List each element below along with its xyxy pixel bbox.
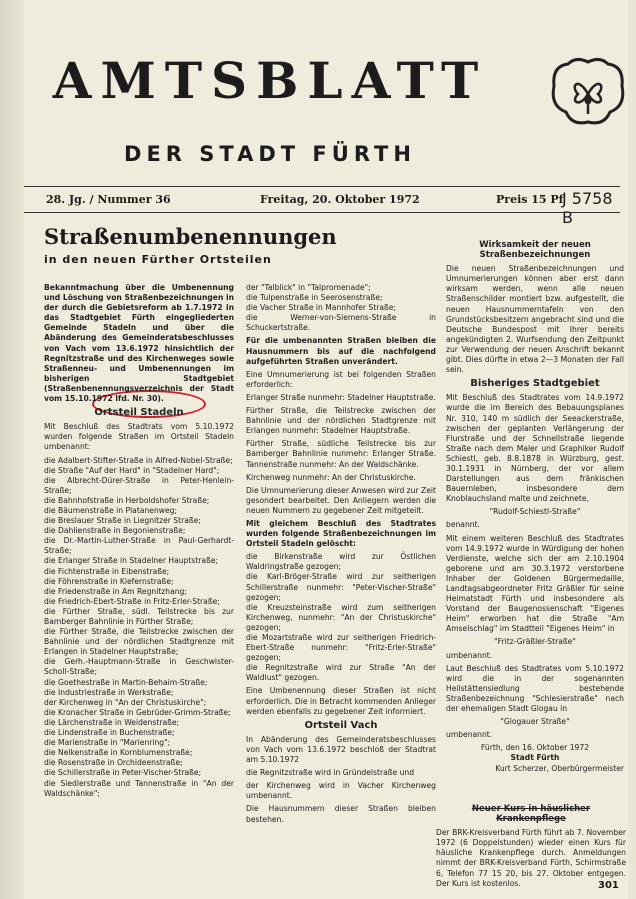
stadeln-list-item: die Lärchenstraße in Weidenstraße; xyxy=(44,717,180,727)
stadeln-list-item: die Marienstraße in "Marienring"; xyxy=(44,738,171,748)
street-name-1: "Rudolf-Schiestl-Straße" xyxy=(489,507,581,517)
right-paragraph-1: Die neuen Straßenbezeichnungen und Umnumerierungen können aber erst dann wirksam werden, wenn alle neuen Straßenschilder montiert bzw. aufgestellt, die neuen Hausnummerntafeln von den Grundstücksbesitzern angebracht sind und die Deutsche Bundespost mit Ihrer bereits angekündigten 2. Wurfsendung den Zeitpunkt zur Verwendung der neuen Anschrift bekannt gibt. Dies dürfte in etwa 2—3 Monaten der Fall sein. xyxy=(446,264,624,375)
col2-paragraph-1: Eine Umnumerierung ist bei folgenden Straßen erforderlich: xyxy=(246,369,436,389)
article-headline: Straßenumbenennungen xyxy=(44,224,337,249)
stadeln-list-item: die Schillerstraße in Peter-Vischer-Straße; xyxy=(44,768,202,778)
issue-price: Preis 15 Pf xyxy=(496,193,564,206)
right-paragraph-7: umbenannt. xyxy=(446,730,493,740)
page-binding xyxy=(0,0,24,899)
stadeln-list-item: die Gerh.-Hauptmann-Straße in Geschwister-Scholl-Straße; xyxy=(44,657,234,677)
col2-list xyxy=(246,283,436,333)
right-heading-1: Wirksamkeit der neuen Straßenbezeichnungen xyxy=(479,240,591,261)
deleted-list-item: die Kreuzsteinstraße wird zum seitherigen Kirchenweg, nunmehr: "An der Christuskirche" gezogen; xyxy=(246,602,436,632)
stadeln-list-item: die Industriestraße in Werkstraße; xyxy=(44,687,174,697)
stadeln-list-item: die Breslauer Straße in Liegnitzer Straße; xyxy=(44,516,201,526)
col2-list-item: der "Talblick" in "Talpromenade"; xyxy=(246,283,371,292)
col2-paragraph-7: Eine Umbenennung dieser Straßen ist nicht erforderlich. Die in Betracht kommenden Anlieger werden ebenfalls zu gegebener Zeit informiert. xyxy=(246,686,436,716)
stadeln-list-item: die Friedrich-Ebert-Straße in Fritz-Erler-Straße; xyxy=(44,596,220,606)
signature-date: Fürth, den 16. Oktober 1972 xyxy=(480,743,590,753)
bottom-rule xyxy=(24,212,620,213)
deleted-list xyxy=(246,552,436,683)
stadeln-list-item: die Adalbert-Stifter-Straße in Alfred-Nobel-Straße; xyxy=(44,455,233,465)
right-paragraph-6: Laut Beschluß des Stadtrates vom 5.10.1972 wird die in der sogenannten Heilstättensiedlung bestehende Straßenbezeichnung "Schlesierstraße" nach der ehemaligen Stadt Glogau in xyxy=(446,663,624,714)
stadeln-list-item: die Rosenstraße in Orchideenstraße; xyxy=(44,758,183,768)
stadeln-list-item: die Nelkenstraße in Kornblumenstraße; xyxy=(44,748,193,758)
stadeln-list-item: die Fichtenstraße in Eibenstraße; xyxy=(44,566,170,576)
article-subheadline: in den neuen Fürther Ortsteilen xyxy=(44,253,272,266)
right-paragraph-5: umbenannt. xyxy=(446,650,493,660)
top-rule xyxy=(24,186,620,187)
deleted-list-item: die Birkenstraße wird zur Östlichen Waldringstraße gezogen; xyxy=(246,552,436,572)
street-name-2: "Fritz-Gräßler-Straße" xyxy=(494,637,576,647)
street-name-3: "Glogauer Straße" xyxy=(500,717,570,727)
col2-list-item: die Vacher Straße in Mannhofer Straße; xyxy=(246,303,397,313)
signature-name: Kurt Scherzer, Oberbürgermeister xyxy=(495,763,624,773)
clover-crest-icon xyxy=(548,56,628,130)
vach-paragraph-1: In Abänderung des Gemeinderatsbeschlusses von Vach vom 13.6.1972 beschloß der Stadtrat am 5.10.1972 xyxy=(246,734,436,765)
col2-paragraph-6: Die Umnumerierung dieser Anwesen wird zur Zeit gesondert bearbeitet. Den Anliegern werden die neuen Nummern zu gegebener Zeit mitgeteilt. xyxy=(246,485,436,515)
stadeln-list-item: die Dr.-Martin-Luther-Straße in Paul-Gerhardt-Straße; xyxy=(44,536,234,556)
deleted-list-item: die Mozartstraße wird zur seitherigen Friedrich-Ebert-Straße nunmehr: "Fritz-Erler-Straße" gezogen; xyxy=(246,633,436,663)
deleted-list-item: die Regnitzstraße wird zur Straße "An der Waldlust" gezogen. xyxy=(246,663,436,683)
stadeln-list xyxy=(44,456,234,799)
stadeln-list-item: die Bahnhofstraße in Herboldshofer Straße; xyxy=(44,495,210,505)
col2-list-item: die Werner-von-Siemens-Straße in Schuckertstraße. xyxy=(246,313,436,333)
stadeln-list-item: die Fürther Straße, die Teilstrecke zwischen der Bahnlinie und der nördlichen Stadtgrenze mit Erlangen in Stadelner Hauptstraße; xyxy=(44,627,234,657)
right-paragraph-3: benannt. xyxy=(446,520,480,530)
issue-volume: 28. Jg. / Nummer 36 xyxy=(46,193,171,206)
stadeln-list-item: die Föhrenstraße in Kiefernstraße; xyxy=(44,576,174,586)
vach-paragraph-4: Die Hausnummern dieser Straßen bleiben bestehen. xyxy=(246,804,436,824)
column-1 xyxy=(44,283,234,799)
column-3 xyxy=(446,236,624,774)
issue-date: Freitag, 20. Oktober 1972 xyxy=(260,193,420,206)
column-2 xyxy=(246,283,436,828)
stadeln-paragraph: Mit Beschluß des Stadtrats vom 5.10.1972 wurden folgende Straßen im Ortsteil Stadeln umbenannt: xyxy=(44,422,234,452)
page-number: 301 xyxy=(598,880,619,891)
right-heading-2: Bisheriges Stadtgebiet xyxy=(470,378,600,390)
stadeln-list-item: die Erlanger Straße in Stadelner Hauptstraße; xyxy=(44,556,219,566)
stadeln-list-item: die Siedlerstraße und Tannenstraße in "An der Waldschänke"; xyxy=(44,778,234,798)
col2-bold-2: Mit gleichem Beschluß des Stadtrates wurden folgende Straßenbezeichnungen im Ortsteil Stadeln gelöscht: xyxy=(246,518,436,549)
vach-paragraph-2: die Regnitzstraße wird in Gründelstraße und xyxy=(246,768,415,778)
notice-heading: Neuer Kurs in häuslicher Krankenpflege xyxy=(471,804,591,825)
stadeln-list-item: der Kirchenweg in "An der Christuskirche"; xyxy=(44,697,207,707)
vach-paragraph-3: der Kirchenweg wird in Vacher Kirchenweg umbenannt. xyxy=(246,781,436,801)
issue-line xyxy=(44,189,624,227)
stadeln-list-item: die Friedenstraße in Am Regnitzhang; xyxy=(44,586,187,596)
masthead-title: AMTSBLATT xyxy=(52,51,488,110)
intro-paragraph: Bekanntmachung über die Umbenennung und Löschung von Straßenbezeichnungen in der durch die Gebietsreform ab 1.7.1972 in das Stadtgebiet Fürth eingegliederten Gemeinde Stadeln und über die Abänderung des Gemeinderatsbeschlusses von Vach vom 13.6.1972 hinsichtlich der Regnitzstraße und des Kirchenweges sowie Straßenneu- und Umbenennungen im bisherigen Stadtgebiet (Straßenbenennungsverzeichnis der Stadt vom 15.10.1972 lfd. Nr. 30). xyxy=(44,283,234,404)
stadeln-list-item: die Bäumenstraße in Platanenweg; xyxy=(44,505,178,515)
right-paragraph-2: Mit Beschluß des Stadtrates vom 14.9.1972 wurde die im Bereich des Bebauungsplanes Nr. 310, 140 m südlich der Seeackerstraße, zwischen der geplanten Verlängerung der Flurstraße und der Schnellstraße liegende Straße nach dem Maler und Graphiker Rudolf Schiestl, geb. 8.8.1878 in Würzburg, gest. 30.1.1931 in Nürnberg, der vor allem Darstellungen aus dem fränkischen Bauernleben, insbesondere dem Knoblauchsland malte und zeichnete, xyxy=(446,393,624,504)
stadeln-list-item: die Straße "Auf der Hard" in "Stadelner Hard"; xyxy=(44,465,220,475)
signature-org: Stadt Fürth xyxy=(510,753,560,763)
col2-bold-1: Für die umbenannten Straßen bleiben die Hausnummern bis auf die nachfolgend aufgeführten Straßen unverändert. xyxy=(246,336,436,366)
notice-box xyxy=(436,800,626,892)
issue-code: J 5758 B xyxy=(562,189,613,227)
stadeln-list-item: die Lindenstraße in Buchenstraße; xyxy=(44,728,175,738)
stadeln-list-item: die Fürther Straße, südl. Teilstrecke bis zur Bamberger Bahnlinie in Fürther Straße; xyxy=(44,606,234,626)
right-paragraph-4: Mit einem weiteren Beschluß des Stadtrates vom 14.9.1972 wurde in Würdigung der hohen Verdienste, welche sich der am 2.10.1904 geborene und am 30.3.1972 verstorbene Inhaber der Goldenen Bürgermedaille, Landtagsabgeordneter Fritz Gräßler für seine Heimatstadt Fürth und insbesondere als Vorstand der Baugenossenschaft "Eigenes Heim" erworben hat die Straße "Am Amselschlag" im Stadtteil "Eigenes Heim" in xyxy=(446,533,624,634)
col2-paragraph-3: Fürther Straße, die Teilstrecke zwischen der Bahnlinie und der nördlichen Stadtgrenze mit Erlangen nunmehr: Stadelner Hauptstraße. xyxy=(246,406,436,436)
stadeln-heading: Ortsteil Stadeln xyxy=(94,407,184,419)
stadeln-list-item: die Albrecht-Dürer-Straße in Peter-Henlein-Straße; xyxy=(44,475,234,495)
col2-paragraph-2: Erlanger Straße nunmehr: Stadelner Hauptstraße. xyxy=(246,392,436,402)
col2-paragraph-5: Kirchenweg nunmehr: An der Christuskirche. xyxy=(246,472,416,482)
notice-text: Der BRK-Kreisverband Fürth führt ab 7. November 1972 (6 Doppelstunden) wieder einen Kurs für häusliche Krankenpflege durch. Anmeldungen nimmt der BRK-Kreisverband Fürth, Schirmstraße 6, Telefon 77 15 20, bis 27. Oktober entgegen. Der Kurs ist kostenlos. xyxy=(436,828,626,888)
col2-paragraph-4: Fürther Straße, südliche Teilstrecke bis zur Bamberger Bahnlinie nunmehr: Erlanger Straße. Tannenstraße nunmehr: An der Waldschänke. xyxy=(246,439,436,469)
col2-list-item: die Tulpenstraße in Seerosenstraße; xyxy=(246,293,383,303)
stadeln-list-item: die Kronacher Straße in Gebrüder-Grimm-Straße; xyxy=(44,707,231,717)
stadeln-list-item: die Dahlienstraße in Begonienstraße; xyxy=(44,526,186,536)
vach-heading: Ortsteil Vach xyxy=(304,719,378,731)
stadeln-list-item: die Goethestraße in Martin-Behaim-Straße; xyxy=(44,677,208,687)
masthead-subtitle: DER STADT FÜRTH xyxy=(124,142,416,166)
deleted-list-item: die Karl-Bröger-Straße wird zur seitherigen Schillerstraße nunmehr: "Peter-Vischer-Straße" gezogen; xyxy=(246,572,436,602)
